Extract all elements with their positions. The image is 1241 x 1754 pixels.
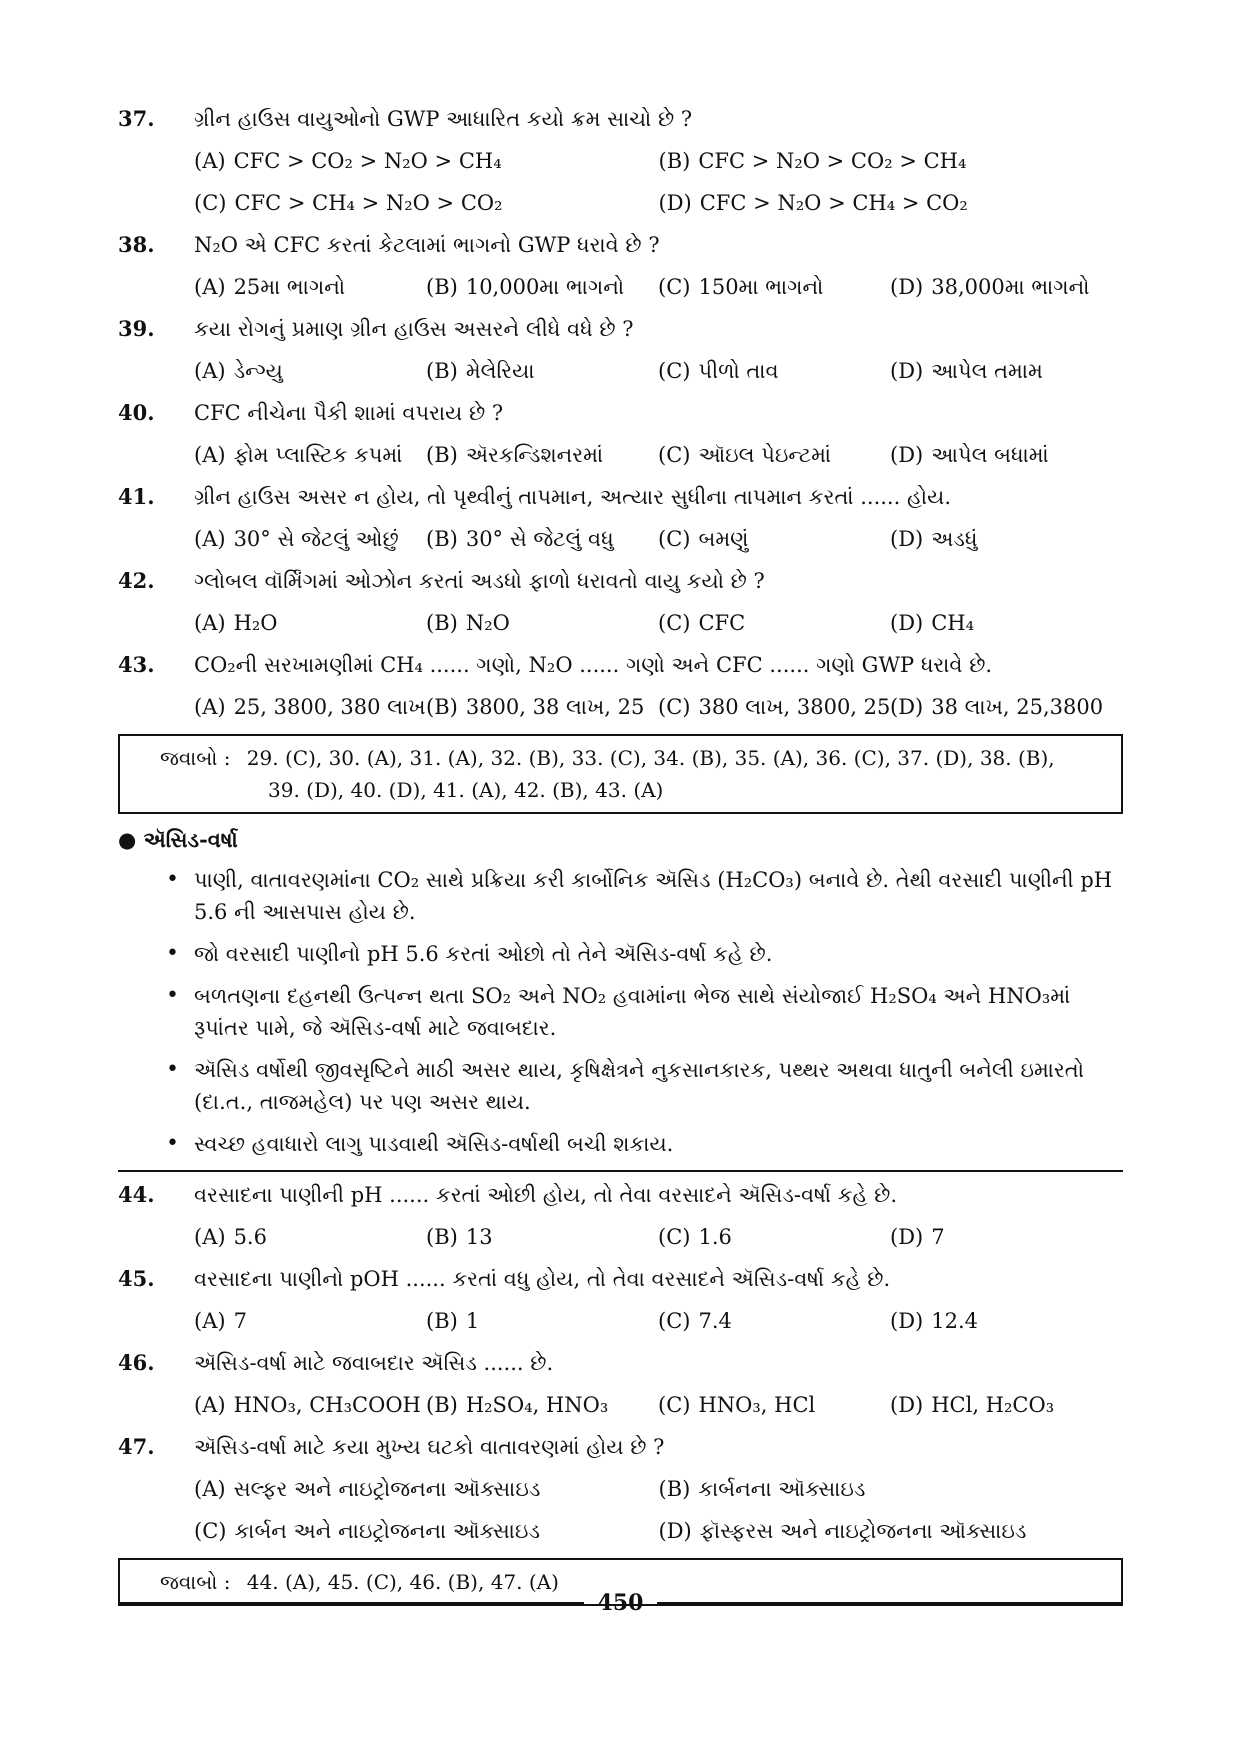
option-item — [194, 518, 426, 560]
option-item — [426, 1300, 658, 1342]
options-row — [118, 434, 1123, 476]
question-number: 42. — [118, 568, 155, 593]
option-label: (A) — [194, 275, 226, 299]
option-item — [194, 602, 426, 644]
question-text: કયા રોગનું પ્રમાણ ગ્રીન હાઉસ અસરને લીધે વધે છે ? — [194, 317, 634, 341]
question-row — [118, 1342, 1123, 1384]
option-item — [426, 686, 658, 728]
option-item — [890, 266, 1122, 308]
option-label: (C) — [658, 611, 691, 635]
option-text: 25મા ભાગનો — [233, 275, 346, 299]
option-item — [194, 350, 426, 392]
question-row — [118, 476, 1123, 518]
question-number: 47. — [118, 1434, 155, 1459]
option-item — [194, 1510, 659, 1552]
question-item — [118, 1342, 1123, 1426]
option-text: 7 — [931, 1225, 945, 1249]
option-text: 30° સે જેટલું વધુ — [465, 527, 614, 551]
option-label: (A) — [194, 611, 226, 635]
option-item — [658, 434, 890, 476]
options-row — [118, 1384, 1123, 1426]
option-item — [890, 1216, 1122, 1258]
bullet-item: • પાણી, વાતાવરણમાંના CO₂ સાથે પ્રક્રિયા કરી કાર્બોનિક ઍસિડ (H₂CO₃) બનાવે છે. તેથી વરસાદી પાણીની pH 5.6 ની આસપાસ હોય છે. — [194, 864, 1123, 928]
option-label: (B) — [426, 611, 458, 635]
option-text: 38,000મા ભાગનો — [931, 275, 1090, 299]
question-item — [118, 98, 1123, 224]
option-label: (B) — [426, 695, 458, 719]
option-label: (D) — [890, 359, 924, 383]
question-item — [118, 1258, 1123, 1342]
option-item — [658, 266, 890, 308]
option-text: HNO₃, HCl — [698, 1393, 816, 1417]
option-text: સલ્ફર અને નાઇટ્રોજનના ઑક્સાઇડ — [233, 1477, 541, 1501]
question-list-a — [118, 98, 1123, 728]
option-text: આપેલ તમામ — [931, 359, 1043, 383]
answer-label: જવાબો : — [160, 1570, 231, 1594]
option-label: (C) — [658, 1309, 691, 1333]
option-item — [426, 266, 658, 308]
option-item — [426, 434, 658, 476]
answer-line-1: 29. (C), 30. (A), 31. (A), 32. (B), 33. (C), 34. (B), 35. (A), 36. (C), 37. (D), 38. (B), — [246, 746, 1055, 770]
option-label: (D) — [658, 191, 692, 215]
option-text: 1.6 — [698, 1225, 732, 1249]
question-item — [118, 1174, 1123, 1258]
option-item — [194, 1468, 659, 1510]
question-text: CFC નીચેના પૈકી શામાં વપરાય છે ? — [194, 401, 504, 425]
question-text: N₂O એ CFC કરતાં કેટલામાં ભાગનો GWP ધરાવે છે ? — [194, 233, 660, 257]
question-number: 40. — [118, 400, 155, 425]
question-number: 43. — [118, 652, 155, 677]
option-item — [194, 1384, 426, 1426]
option-label: (A) — [194, 1393, 226, 1417]
option-text: અડધું — [931, 527, 978, 551]
option-label: (B) — [426, 443, 458, 467]
option-label: (A) — [194, 527, 226, 551]
question-text: ગ્રીન હાઉસ વાયુઓનો GWP આધારિત કયો ક્રમ સાચો છે ? — [194, 107, 693, 131]
option-item — [658, 1300, 890, 1342]
options-row — [118, 1468, 1123, 1510]
option-label: (A) — [194, 1225, 226, 1249]
section-title: ● ઍસિડ-વર્ષા — [118, 827, 238, 852]
option-item — [659, 182, 1124, 224]
options-row — [118, 266, 1123, 308]
option-text: ડેન્ગ્યુ — [233, 359, 283, 383]
option-text: 3800, 38 લાખ, 25 — [465, 695, 645, 719]
question-number: 37. — [118, 106, 155, 131]
option-label: (D) — [890, 1393, 924, 1417]
question-item — [118, 560, 1123, 644]
options-row — [118, 1216, 1123, 1258]
option-label: (C) — [658, 695, 691, 719]
option-label: (D) — [890, 611, 924, 635]
option-label: (C) — [658, 359, 691, 383]
option-label: (A) — [194, 695, 226, 719]
option-text: H₂O — [233, 611, 278, 635]
option-label: (D) — [890, 1309, 924, 1333]
question-text: ઍસિડ-વર્ષા માટે જવાબદાર ઍસિડ ...... છે. — [194, 1351, 554, 1375]
option-label: (B) — [426, 275, 458, 299]
footer-rule-left — [118, 1602, 584, 1604]
section-divider — [118, 1170, 1123, 1172]
option-item — [194, 140, 659, 182]
options-row — [118, 182, 1123, 224]
answer-label: જવાબો : — [160, 746, 231, 770]
option-label: (D) — [890, 443, 924, 467]
option-item — [658, 518, 890, 560]
option-text: 5.6 — [233, 1225, 267, 1249]
option-text: 38 લાખ, 25,3800 — [931, 695, 1104, 719]
option-label: (D) — [890, 1225, 924, 1249]
question-number: 45. — [118, 1266, 155, 1291]
question-row — [118, 308, 1123, 350]
options-row — [118, 1300, 1123, 1342]
option-label: (B) — [426, 359, 458, 383]
option-text: 7 — [233, 1309, 247, 1333]
option-item — [890, 602, 1122, 644]
footer-rule-right — [657, 1602, 1123, 1604]
question-number: 46. — [118, 1350, 155, 1375]
question-row — [118, 1174, 1123, 1216]
question-item — [118, 1426, 1123, 1552]
option-item — [426, 602, 658, 644]
option-text: 7.4 — [698, 1309, 732, 1333]
question-number: 39. — [118, 316, 155, 341]
question-number: 38. — [118, 232, 155, 257]
option-item — [426, 1384, 658, 1426]
option-text: CFC — [698, 611, 746, 635]
option-label: (D) — [890, 695, 924, 719]
page-number: 450 — [597, 1590, 644, 1616]
option-text: ફૉસ્ફરસ અને નાઇટ્રોજનના ઑક્સાઇડ — [699, 1519, 1027, 1543]
question-item — [118, 392, 1123, 476]
option-text: ઑઇલ પેઇન્ટમાં — [698, 443, 832, 467]
option-label: (B) — [426, 527, 458, 551]
option-text: કાર્બન અને નાઇટ્રોજનના ઑક્સાઇડ — [234, 1519, 540, 1543]
page-footer — [118, 1590, 1123, 1616]
question-text: ગ્રીન હાઉસ અસર ન હોય, તો પૃથ્વીનું તાપમાન, અત્યાર સુધીના તાપમાન કરતાં ...... હોય. — [194, 485, 952, 509]
option-text: 25, 3800, 380 લાખ — [233, 695, 426, 719]
option-label: (C) — [194, 1519, 227, 1543]
question-item — [118, 644, 1123, 728]
option-item — [194, 266, 426, 308]
option-label: (D) — [658, 1519, 692, 1543]
question-row — [118, 1426, 1123, 1468]
options-row — [118, 350, 1123, 392]
option-text: CFC > CO₂ > N₂O > CH₄ — [233, 149, 502, 173]
bullet-list — [118, 864, 1123, 1160]
question-row — [118, 98, 1123, 140]
option-text: મેલેરિયા — [465, 359, 535, 383]
option-item — [659, 1510, 1124, 1552]
answer-line-1: 44. (A), 45. (C), 46. (B), 47. (A) — [246, 1570, 559, 1594]
option-text: આપેલ બધામાં — [931, 443, 1049, 467]
option-label: (A) — [194, 359, 226, 383]
option-item — [426, 1216, 658, 1258]
question-row — [118, 224, 1123, 266]
question-text: CO₂ની સરખામણીમાં CH₄ ...... ગણો, N₂O ...... ગણો અને CFC ...... ગણો GWP ધરાવે છે. — [194, 653, 993, 677]
option-label: (C) — [658, 275, 691, 299]
question-text: વરસાદના પાણીની pH ...... કરતાં ઓછી હોય, તો તેવા વરસાદને ઍસિડ-વર્ષા કહે છે. — [194, 1183, 898, 1207]
option-label: (A) — [194, 149, 226, 173]
option-item — [658, 1384, 890, 1426]
option-item — [194, 434, 426, 476]
option-text: પીળો તાવ — [698, 359, 779, 383]
option-item — [890, 1384, 1122, 1426]
option-text: CH₄ — [931, 611, 975, 635]
question-text: વરસાદના પાણીનો pOH ...... કરતાં વધુ હોય, તો તેવા વરસાદને ઍસિડ-વર્ષા કહે છે. — [194, 1267, 891, 1291]
option-label: (B) — [658, 149, 691, 173]
question-text: ગ્લોબલ વૉર્મિંગમાં ઓઝોન કરતાં અડધો ફાળો ધરાવતો વાયુ કયો છે ? — [194, 569, 765, 593]
option-label: (A) — [194, 1309, 226, 1333]
question-item — [118, 308, 1123, 392]
option-item — [890, 518, 1122, 560]
bullet-item: • ઍસિડ વર્ષોથી જીવસૃષ્ટિને માઠી અસર થાય, કૃષિક્ષેત્રને નુકસાનકારક, પથ્થર અથવા ધાતુની બનેલી ઇમારતો (દા.ત., તાજમહેલ) પર પણ અસર થાય. — [194, 1054, 1123, 1118]
option-label: (A) — [194, 443, 226, 467]
option-text: 30° સે જેટલું ઓછું — [233, 527, 399, 551]
option-label: (C) — [658, 1393, 691, 1417]
option-text: બમણું — [698, 527, 749, 551]
option-item — [890, 350, 1122, 392]
answer-box-a — [118, 734, 1123, 814]
option-label: (C) — [658, 1225, 691, 1249]
option-text: ફોમ પ્લાસ્ટિક કપમાં — [233, 443, 403, 467]
option-text: 10,000મા ભાગનો — [465, 275, 625, 299]
option-item — [194, 1300, 426, 1342]
option-text: કાર્બનના ઑક્સાઇડ — [698, 1477, 866, 1501]
option-text: H₂SO₄, HNO₃ — [465, 1393, 609, 1417]
question-item — [118, 476, 1123, 560]
option-label: (B) — [658, 1477, 691, 1501]
option-label: (A) — [194, 1477, 226, 1501]
options-row — [118, 140, 1123, 182]
question-row — [118, 1258, 1123, 1300]
option-item — [890, 1300, 1122, 1342]
option-item — [194, 686, 426, 728]
option-text: 13 — [465, 1225, 493, 1249]
bullet-item: • સ્વચ્છ હવાધારો લાગુ પાડવાથી ઍસિડ-વર્ષાથી બચી શકાય. — [194, 1128, 1123, 1160]
option-text: HNO₃, CH₃COOH — [233, 1393, 421, 1417]
bullet-item: • જો વરસાદી પાણીનો pH 5.6 કરતાં ઓછો તો તેને ઍસિડ-વર્ષા કહે છે. — [194, 938, 1123, 970]
option-label: (B) — [426, 1225, 458, 1249]
options-row — [118, 686, 1123, 728]
option-label: (C) — [658, 527, 691, 551]
option-text: 150મા ભાગનો — [698, 275, 824, 299]
option-text: 1 — [465, 1309, 480, 1333]
option-item — [658, 686, 890, 728]
option-item — [194, 182, 659, 224]
question-list-b — [118, 1174, 1123, 1552]
options-row — [118, 518, 1123, 560]
option-text: CFC > N₂O > CO₂ > CH₄ — [698, 149, 967, 173]
option-text: CFC > N₂O > CH₄ > CO₂ — [699, 191, 968, 215]
question-number: 41. — [118, 484, 155, 509]
option-label: (C) — [194, 191, 227, 215]
option-text: CFC > CH₄ > N₂O > CO₂ — [234, 191, 503, 215]
question-text: ઍસિડ-વર્ષા માટે કયા મુખ્ય ઘટકો વાતાવરણમાં હોય છે ? — [194, 1435, 665, 1459]
option-text: N₂O — [465, 611, 510, 635]
option-label: (C) — [658, 443, 691, 467]
page-content — [118, 98, 1123, 1612]
answer-line-2: 39. (D), 40. (D), 41. (A), 42. (B), 43. (A) — [268, 778, 664, 802]
question-number: 44. — [118, 1182, 155, 1207]
option-text: ઍરકન્ડિશનરમાં — [465, 443, 604, 467]
question-row — [118, 392, 1123, 434]
option-item — [194, 1216, 426, 1258]
option-item — [659, 1468, 1124, 1510]
option-label: (D) — [890, 527, 924, 551]
option-label: (D) — [890, 275, 924, 299]
question-row — [118, 560, 1123, 602]
bullet-item: • બળતણના દહનથી ઉત્પન્ન થતા SO₂ અને NO₂ હવામાંના ભેજ સાથે સંયોજાઈ H₂SO₄ અને HNO₃માં રૂપાંતર પામે, જે ઍસિડ-વર્ષા માટે જવાબદાર. — [194, 980, 1123, 1044]
question-row — [118, 644, 1123, 686]
option-item — [426, 518, 658, 560]
question-item — [118, 224, 1123, 308]
option-item — [658, 602, 890, 644]
options-row — [118, 1510, 1123, 1552]
option-item — [659, 140, 1124, 182]
option-label: (B) — [426, 1309, 458, 1333]
option-item — [658, 1216, 890, 1258]
option-text: 12.4 — [931, 1309, 978, 1333]
option-item — [658, 350, 890, 392]
options-row — [118, 602, 1123, 644]
option-text: HCl, H₂CO₃ — [931, 1393, 1055, 1417]
option-item — [426, 350, 658, 392]
option-label: (B) — [426, 1393, 458, 1417]
option-item — [890, 434, 1122, 476]
option-text: 380 લાખ, 3800, 25 — [698, 695, 891, 719]
option-item — [890, 686, 1122, 728]
